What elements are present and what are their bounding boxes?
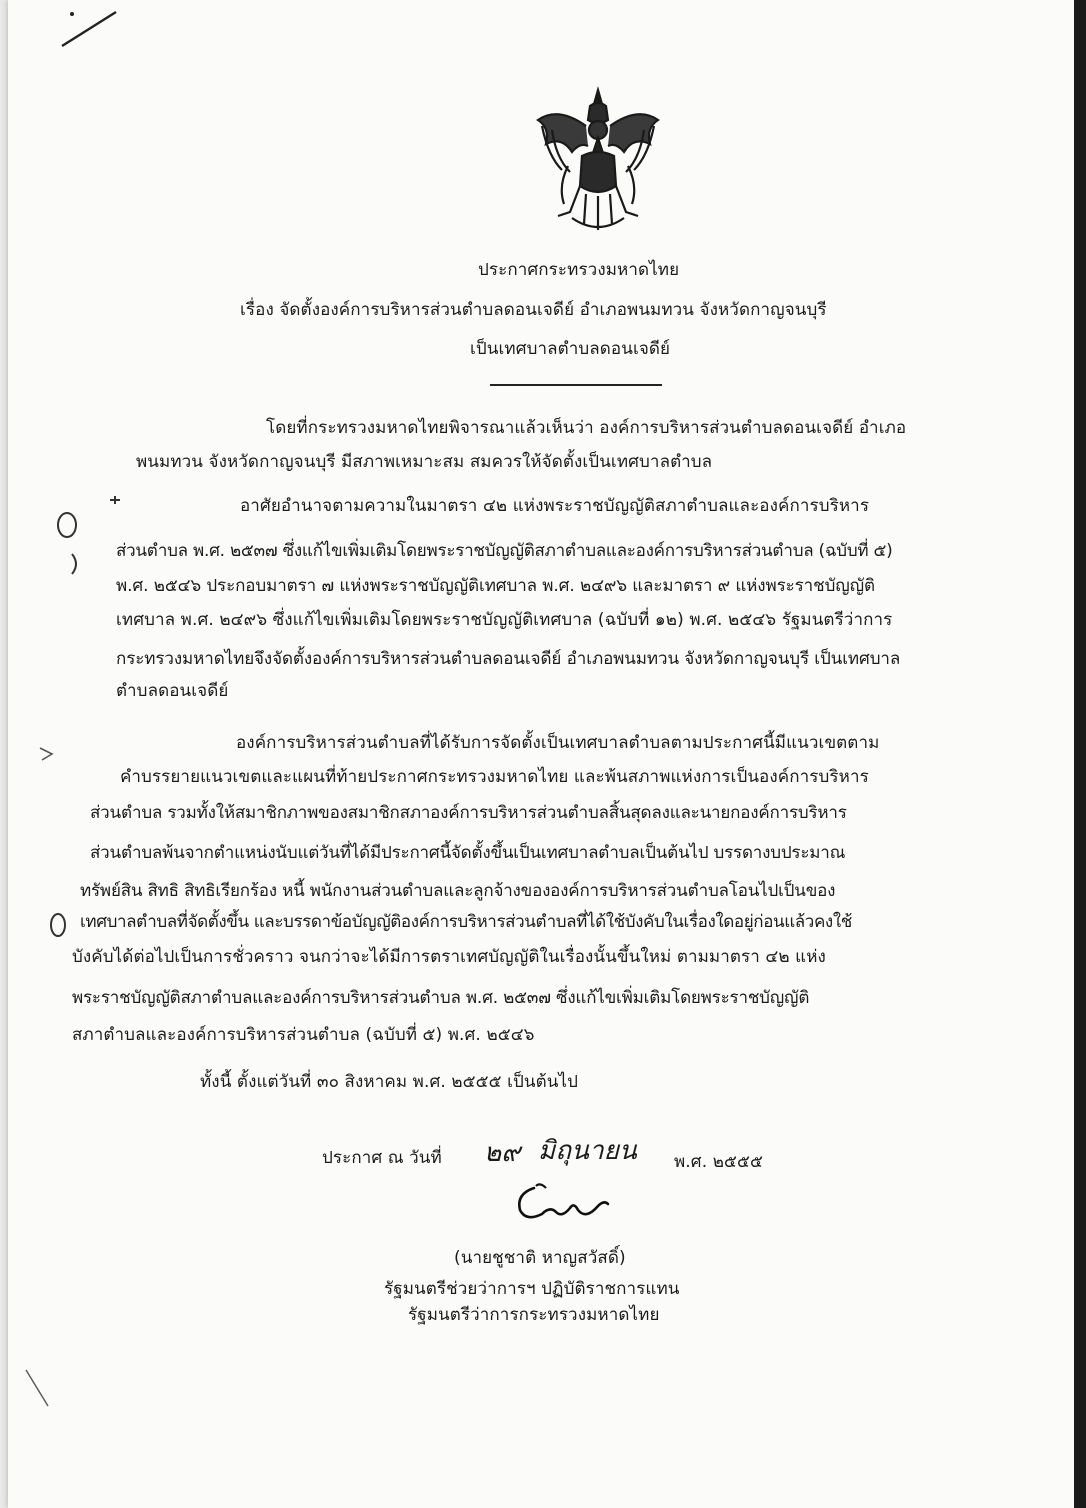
document-title: ประกาศกระทรวงมหาดไทย bbox=[478, 260, 680, 280]
announce-day: ๒๙ bbox=[484, 1138, 521, 1168]
paragraph3-line: องค์การบริหารส่วนตำบลที่ได้รับการจัดตั้งเป็นเทศบาลตำบลตามประกาศนี้มีแนวเขตตาม bbox=[236, 733, 880, 753]
announce-prefix: ประกาศ ณ วันที่ bbox=[322, 1148, 442, 1168]
paragraph3-line: พระราชบัญญัติสภาตำบลและองค์การบริหารส่วนตำบล พ.ศ. ๒๕๓๗ ซึ่งแก้ไขเพิ่มเติมโดยพระราชบัญญัติ bbox=[72, 988, 810, 1008]
punch-hole-mark bbox=[46, 910, 70, 940]
scan-mark bbox=[68, 552, 82, 576]
paragraph1-line: พนมทวน จังหวัดกาญจนบุรี มีสภาพเหมาะสม สมควรให้จัดตั้งเป็นเทศบาลตำบล bbox=[136, 452, 713, 472]
paragraph2-line: เทศบาล พ.ศ. ๒๔๙๖ ซึ่งแก้ไขเพิ่มเติมโดยพระราชบัญญัติเทศบาล (ฉบับที่ ๑๒) พ.ศ. ๒๕๔๖ รัฐมนตรีว่าการ bbox=[116, 610, 893, 630]
punch-hole-mark bbox=[52, 508, 82, 542]
document-subject: เรื่อง จัดตั้งองค์การบริหารส่วนตำบลดอนเจดีย์ อำเภอพนมทวน จังหวัดกาญจนบุรี bbox=[240, 300, 827, 320]
paragraph1-line: โดยที่กระทรวงมหาดไทยพิจารณาแล้วเห็นว่า องค์การบริหารส่วนตำบลดอนเจดีย์ อำเภอ bbox=[266, 418, 907, 438]
scan-mark bbox=[22, 1368, 52, 1408]
paragraph3-line: เทศบาลตำบลที่จัดตั้งขึ้น และบรรดาข้อบัญญัติองค์การบริหารส่วนตำบลที่ได้ใช้บังคับในเรื่องใดอยู่ก่อนแล้วคงใช้ bbox=[80, 912, 852, 932]
paragraph3-line: คำบรรยายแนวเขตและแผนที่ท้ายประกาศกระทรวงมหาดไทย และพ้นสภาพแห่งการเป็นองค์การบริหาร bbox=[120, 767, 869, 787]
paragraph2-line: กระทรวงมหาดไทยจึงจัดตั้งองค์การบริหารส่วนตำบลดอนเจดีย์ อำเภอพนมทวน จังหวัดกาญจนบุรี เป็นเทศบาล bbox=[116, 649, 901, 669]
effective-date: ทั้งนี้ ตั้งแต่วันที่ ๓๐ สิงหาคม พ.ศ. ๒๕๕๕ เป็นต้นไป bbox=[200, 1072, 578, 1092]
title-divider bbox=[490, 384, 662, 386]
paragraph3-line: ส่วนตำบล รวมทั้งให้สมาชิกภาพของสมาชิกสภาองค์การบริหารส่วนตำบลสิ้นสุดลงและนายกองค์การบริหาร bbox=[90, 803, 847, 823]
pen-stroke-mark bbox=[60, 8, 120, 50]
paragraph3-line: ทรัพย์สิน สิทธิ สิทธิเรียกร้อง หนี้ พนักงานส่วนตำบลและลูกจ้างขององค์การบริหารส่วนตำบลโอนไปเป็นของ bbox=[80, 881, 836, 901]
signature-icon bbox=[512, 1176, 612, 1226]
paragraph2-line: ส่วนตำบล พ.ศ. ๒๕๓๗ ซึ่งแก้ไขเพิ่มเติมโดยพระราชบัญญัติสภาตำบลและองค์การบริหารส่วนตำบล (ฉบับที่ ๕) bbox=[116, 541, 893, 561]
signatory-position: รัฐมนตรีช่วยว่าการฯ ปฏิบัติราชการแทน bbox=[384, 1279, 680, 1299]
paragraph3-line: บังคับได้ต่อไปเป็นการชั่วคราว จนกว่าจะได้มีการตราเทศบัญญัติในเรื่องนั้นขึ้นใหม่ ตามมาตรา ๔๒ แห่ง bbox=[72, 947, 826, 967]
garuda-emblem-icon bbox=[528, 86, 668, 236]
paragraph2-line: พ.ศ. ๒๕๔๖ ประกอบมาตรา ๗ แห่งพระราชบัญญัติเทศบาล พ.ศ. ๒๔๙๖ และมาตรา ๙ แห่งพระราชบัญญัติ bbox=[116, 576, 875, 596]
signatory-name: (นายชูชาติ หาญสวัสดิ์) bbox=[454, 1248, 626, 1268]
scan-mark bbox=[36, 744, 56, 764]
announce-month: มิถุนายน bbox=[538, 1136, 637, 1166]
paragraph2-line: อาศัยอำนาจตามความในมาตรา ๔๒ แห่งพระราชบัญญัติสภาตำบลและองค์การบริหาร bbox=[240, 496, 870, 516]
scan-mark bbox=[108, 494, 122, 506]
paragraph3-line: ส่วนตำบลพ้นจากตำแหน่งนับแต่วันที่ได้มีประกาศนี้จัดตั้งขึ้นเป็นเทศบาลตำบลเป็นต้นไป บรรดางบประมาณ bbox=[90, 843, 846, 863]
signatory-position2: รัฐมนตรีว่าการกระทรวงมหาดไทย bbox=[408, 1305, 660, 1325]
scan-border bbox=[1074, 0, 1086, 1508]
paragraph2-line: ตำบลดอนเจดีย์ bbox=[116, 681, 229, 701]
announce-year: พ.ศ. ๒๕๕๕ bbox=[674, 1152, 763, 1172]
paragraph3-line: สภาตำบลและองค์การบริหารส่วนตำบล (ฉบับที่ ๕) พ.ศ. ๒๕๔๖ bbox=[72, 1025, 535, 1045]
document-page bbox=[8, 0, 1074, 1508]
document-subject-line2: เป็นเทศบาลตำบลดอนเจดีย์ bbox=[470, 339, 671, 359]
